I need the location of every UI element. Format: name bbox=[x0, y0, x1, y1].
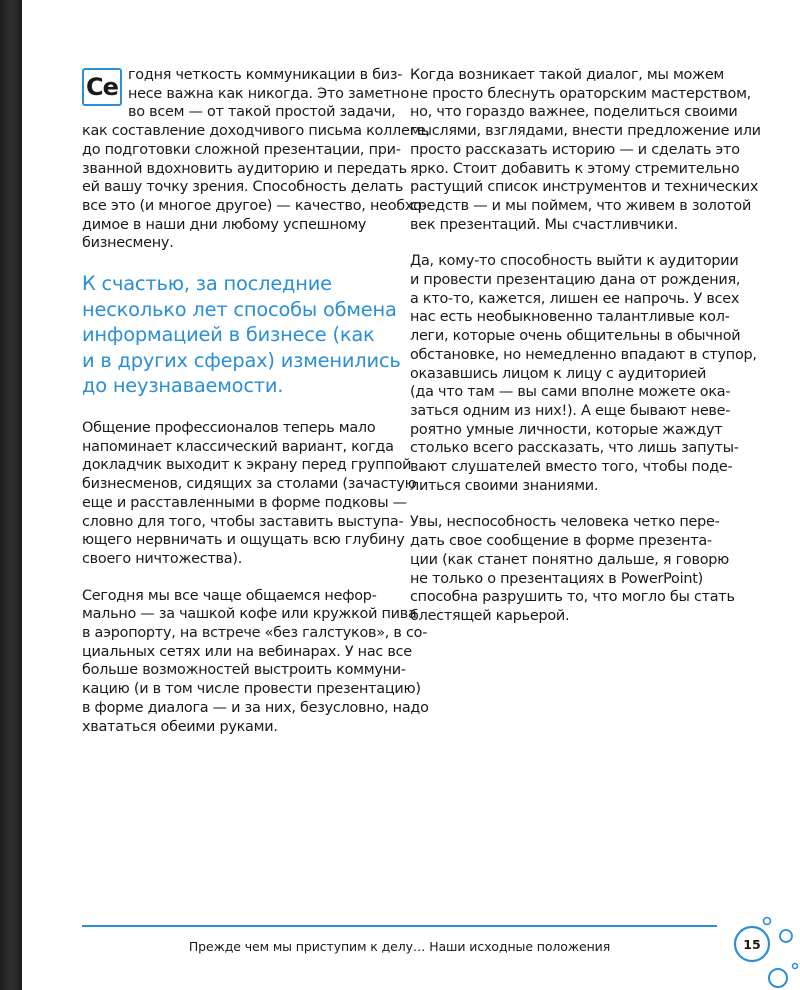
text-line: мыслями, взглядами, внести предложение или bbox=[410, 123, 761, 140]
body-paragraph bbox=[410, 513, 735, 625]
text-line: Сегодня мы все чаще общаемся нефор- bbox=[82, 587, 377, 604]
text-line: век презентаций. Мы счастливчики. bbox=[410, 216, 678, 233]
text-line: словно для того, чтобы заставить выступа- bbox=[82, 513, 404, 530]
text-line: растущий список инструментов и технических bbox=[410, 179, 759, 196]
text-line: оказавшись лицом к лицу с аудиторией bbox=[410, 365, 707, 382]
text-line: обстановке, но немедленно впадают в ступор, bbox=[410, 346, 757, 363]
text-line: до подготовки сложной презентации, при- bbox=[82, 141, 401, 158]
text-line: больше возможностей выстроить коммуни- bbox=[82, 662, 406, 679]
text-line: кацию (и в том числе провести презентацию) bbox=[82, 681, 421, 698]
book-spine-edge bbox=[0, 0, 22, 990]
body-paragraph bbox=[82, 587, 429, 737]
text-line: (да что там — вы сами вполне можете ока- bbox=[410, 384, 731, 401]
text-line: мально — за чашкой кофе или кружкой пива bbox=[82, 606, 417, 623]
text-line: бизнесменов, сидящих за столами (зачастую bbox=[82, 476, 417, 493]
text-line: вают слушателей вместо того, чтобы поде- bbox=[410, 459, 733, 476]
text-line: но, что гораздо важнее, поделиться своими bbox=[410, 104, 738, 121]
body-paragraph bbox=[410, 252, 757, 495]
text-line: Когда возникает такой диалог, мы можем bbox=[410, 67, 725, 83]
text-line: способна разрушить то, что могло бы стать bbox=[410, 589, 735, 606]
text-line: годня четкость коммуникации в биз- bbox=[128, 67, 403, 83]
text-line: роятно умные личности, которые жаждут bbox=[410, 421, 723, 438]
text-line: напоминает классический вариант, когда bbox=[82, 438, 394, 455]
drop-cap: Се bbox=[82, 68, 122, 106]
text-line: средств — и мы поймем, что живем в золотой bbox=[410, 197, 752, 214]
pull-quote bbox=[82, 271, 401, 399]
pull-quote-line: и в других сферах) изменились bbox=[82, 348, 401, 372]
text-line: еще и расставленными в форме подковы — bbox=[82, 494, 407, 511]
text-line: не просто блеснуть ораторским мастерством, bbox=[410, 85, 751, 102]
text-line: Увы, неспособность человека четко пере- bbox=[410, 514, 720, 531]
text-line: просто рассказать историю — и сделать это bbox=[410, 141, 740, 158]
text-line: циальных сетях или на вебинарах. У нас все bbox=[82, 643, 412, 660]
text-line: леги, которые очень общительны в обычной bbox=[410, 328, 741, 345]
text-line: и провести презентацию дана от рождения, bbox=[410, 272, 741, 289]
text-line: званной вдохновить аудиторию и передать bbox=[82, 160, 407, 177]
text-line: все это (и многое другое) — качество, необхо- bbox=[82, 197, 427, 214]
text-line: нас есть необыкновенно талантливые кол- bbox=[410, 309, 730, 326]
text-line: димое в наши дни любому успешному bbox=[82, 216, 367, 233]
body-paragraph bbox=[410, 66, 761, 234]
right-column bbox=[410, 66, 761, 644]
text-line: столько всего рассказать, что лишь запуты- bbox=[410, 440, 739, 457]
pull-quote-line: информацией в бизнесе (как bbox=[82, 323, 375, 347]
running-head: Прежде чем мы приступим к делу… Наши исходные положения bbox=[188, 939, 611, 954]
text-line: Да, кому-то способность выйти к аудитории bbox=[410, 253, 739, 270]
text-line: бизнесмену. bbox=[82, 235, 174, 252]
text-line: ющего нервничать и ощущать всю глубину bbox=[82, 532, 405, 549]
body-paragraph bbox=[82, 419, 417, 569]
text-line: а кто-то, кажется, лишен ее напрочь. У всех bbox=[410, 290, 740, 307]
text-line: своего ничтожества). bbox=[82, 550, 243, 567]
text-line: как составление доходчивого письма коллеге, bbox=[82, 123, 430, 140]
text-line: не только о презентациях в PowerPoint) bbox=[410, 570, 703, 587]
text-line: дать свое сообщение в форме презента- bbox=[410, 533, 712, 550]
text-line: в форме диалога — и за них, безусловно, надо bbox=[82, 699, 429, 716]
text-line: хвататься обеими руками. bbox=[82, 718, 278, 735]
pull-quote-line: до неузнаваемости. bbox=[82, 374, 284, 398]
text-line: блестящей карьерой. bbox=[410, 607, 570, 624]
text-line: ции (как станет понятно дальше, я говорю bbox=[410, 551, 729, 568]
left-column bbox=[82, 66, 430, 754]
text-line: Общение профессионалов теперь мало bbox=[82, 420, 376, 436]
text-line: литься своими знаниями. bbox=[410, 477, 599, 494]
text-line: ярко. Стоит добавить к этому стремительно bbox=[410, 160, 740, 177]
intro-paragraph bbox=[82, 66, 430, 253]
pull-quote-line: несколько лет способы обмена bbox=[82, 297, 397, 321]
text-line: в аэропорту, на встрече «без галстуков», в со- bbox=[82, 625, 428, 642]
text-line: во всем — от такой простой задачи, bbox=[128, 104, 396, 121]
page-number: 15 bbox=[743, 936, 761, 952]
footer-rule bbox=[82, 925, 717, 927]
pull-quote-line: К счастью, за последние bbox=[82, 272, 332, 296]
text-line: несе важна как никогда. Это заметно bbox=[128, 85, 410, 102]
text-line: заться одним из них!). А еще бывают неве- bbox=[410, 402, 731, 419]
text-line: докладчик выходит к экрану перед группой bbox=[82, 457, 412, 474]
text-line: ей вашу точку зрения. Способность делать bbox=[82, 179, 404, 196]
